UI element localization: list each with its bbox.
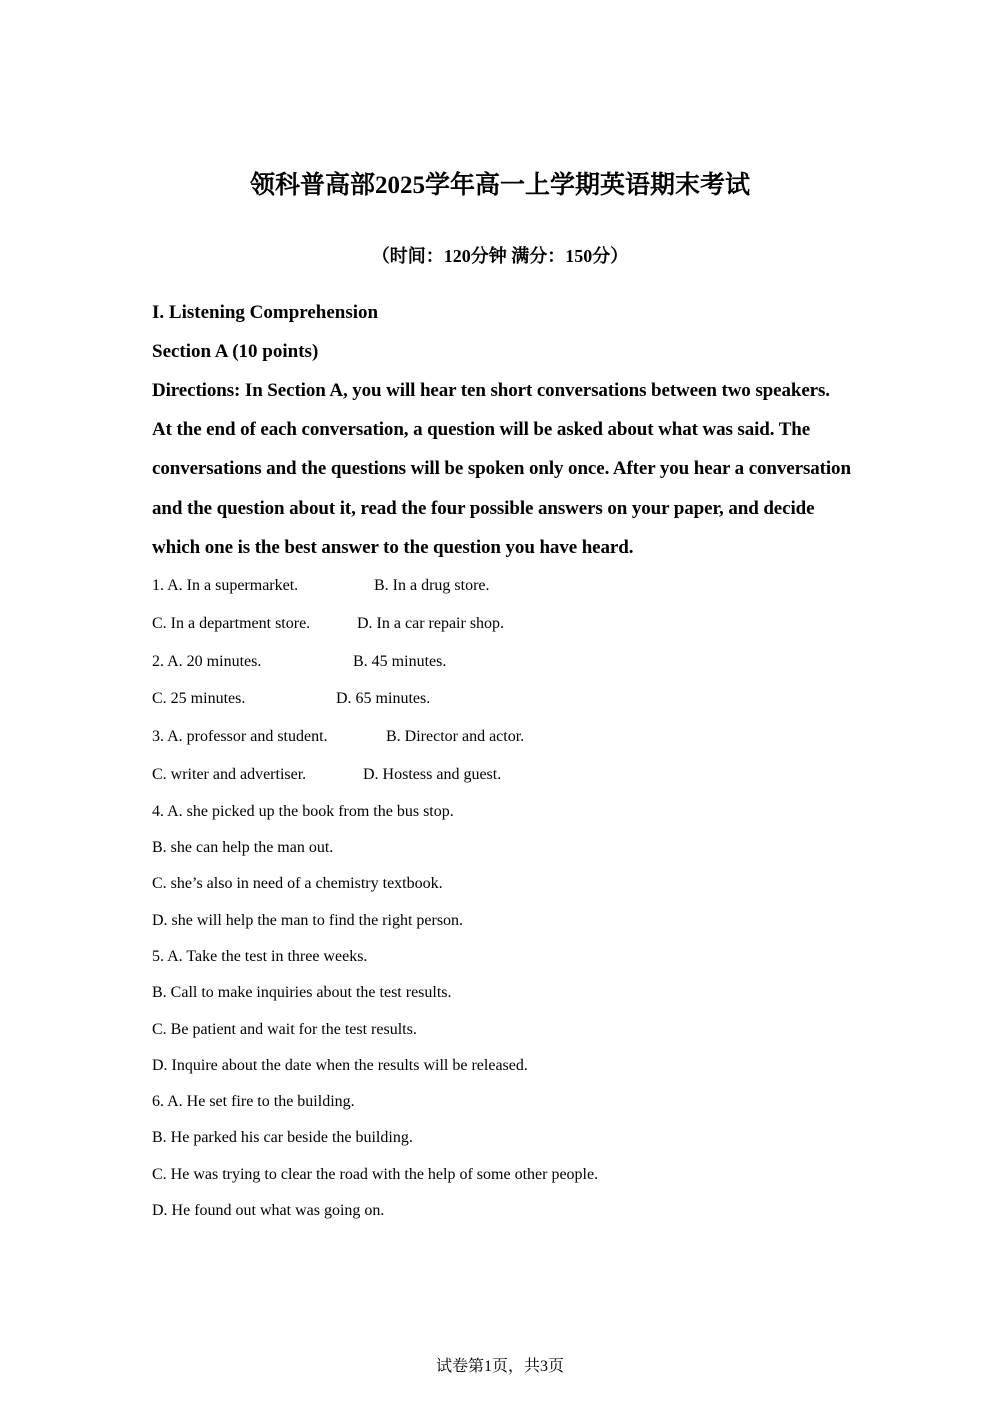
q6-option-a: 6. A. He set fire to the building. bbox=[152, 1093, 355, 1111]
section-directions: Directions: In Section A, you will hear ten short conversations between two speakers. At the end of each conversation, a question will be asked about what was said. The conversations and the questions will be spoken only once. After you hear a conversation and the question about it, read the four possible answers on your paper, and decide which one is the best answer to the question you have heard. bbox=[152, 380, 851, 558]
q4-option-c: C. she’s also in need of a chemistry textbook. bbox=[152, 875, 443, 893]
q5-option-c: C. Be patient and wait for the test results. bbox=[152, 1020, 417, 1038]
q2-option-a: 2. A. 20 minutes. bbox=[152, 652, 262, 670]
q1-option-b: B. In a drug store. bbox=[374, 577, 490, 595]
q3-option-b: B. Director and actor. bbox=[386, 728, 525, 746]
q5-option-b: B. Call to make inquiries about the test results. bbox=[152, 984, 452, 1002]
q4-option-b: B. she can help the man out. bbox=[152, 839, 334, 857]
part-heading: I. Listening Comprehension bbox=[152, 302, 379, 323]
question-1-row-2 bbox=[152, 605, 852, 643]
question-3-row-1 bbox=[152, 718, 852, 756]
q2-option-b: B. 45 minutes. bbox=[353, 652, 447, 670]
question-1-row-1 bbox=[152, 567, 852, 605]
q2-option-d: D. 65 minutes. bbox=[336, 690, 431, 708]
question-2-row-1 bbox=[152, 643, 852, 681]
q6-option-c: C. He was trying to clear the road with the help of some other people. bbox=[152, 1165, 599, 1183]
q3-option-c: C. writer and advertiser. bbox=[152, 766, 307, 783]
q1-option-a: 1. A. In a supermarket. bbox=[152, 577, 299, 595]
q3-option-d: D. Hostess and guest. bbox=[363, 766, 502, 783]
q6-option-d: D. He found out what was going on. bbox=[152, 1202, 385, 1220]
exam-time-score: （时间：120分钟 满分：150分） bbox=[371, 246, 629, 266]
question-2-row-2 bbox=[152, 680, 852, 718]
q4-option-d: D. she will help the man to find the right person. bbox=[152, 911, 464, 929]
question-3-row-2 bbox=[152, 756, 852, 794]
q5-option-a: 5. A. Take the test in three weeks. bbox=[152, 947, 368, 965]
exam-content bbox=[152, 294, 852, 1229]
q3-option-a: 3. A. professor and student. bbox=[152, 728, 328, 746]
q1-option-d: D. In a car repair shop. bbox=[357, 614, 505, 632]
q5-option-d: D. Inquire about the date when the results will be released. bbox=[152, 1056, 528, 1074]
section-heading: Section A (10 points) bbox=[152, 340, 319, 362]
page-title: 领科普高部2025学年高一上学期英语期末考试 bbox=[249, 172, 750, 199]
page-number-footer: 试卷第1页，共3页 bbox=[435, 1358, 564, 1375]
q1-option-c: C. In a department store. bbox=[152, 614, 311, 632]
q6-option-b: B. He parked his car beside the building. bbox=[152, 1129, 413, 1147]
q4-option-a: 4. A. she picked up the book from the bus stop. bbox=[152, 802, 454, 820]
q2-option-c: C. 25 minutes. bbox=[152, 690, 246, 708]
